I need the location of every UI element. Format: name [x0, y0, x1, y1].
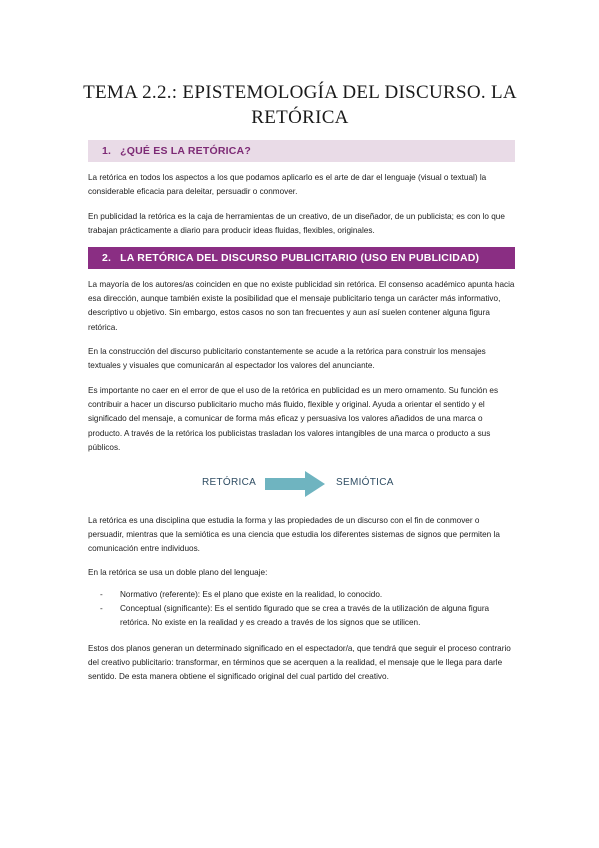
list-item-text: Normativo (referente): Es el plano que existe en la realidad, lo conocido. — [120, 590, 383, 599]
paragraph-1: La retórica en todos los aspectos a los que podamos aplicarlo es el arte de dar el lenguaje (visual o textual) la considerable eficacia para deleitar, persuadir o conmover. — [88, 173, 487, 197]
list-item-conceptual — [100, 602, 515, 630]
language-planes-list — [100, 588, 515, 631]
section-2-number: 2. — [102, 252, 112, 264]
section-1-number: 1. — [102, 145, 112, 157]
list-bullet: - — [100, 604, 103, 614]
paragraph-4: En la construcción del discurso publicitario constantemente se acude a la retórica para construir los mensajes textuales y visuales que comunicarán al espectador los valores del anunciante. — [88, 347, 486, 371]
section-1-title: ¿QUÉ ES LA RETÓRICA? — [120, 145, 251, 157]
document-title: TEMA 2.2.: EPISTEMOLOGÍA DEL DISCURSO. LA RETÓRICA — [83, 82, 517, 128]
list-item-text: Conceptual (significante): Es el sentido figurado que se crea a través de la utilización de alguna figura retórica. No existe en la realidad y es creado a través de los signos que se utilicen. — [120, 604, 490, 628]
diagram-left-label: RETÓRICA — [202, 477, 257, 488]
arrow-right-icon — [265, 471, 325, 497]
retorica-semiotica-diagram — [180, 468, 430, 502]
section-1-heading — [88, 140, 515, 162]
list-item-normativo — [100, 588, 515, 602]
paragraph-5: Es importante no caer en el error de que el uso de la retórica en publicidad es un mero ornamento. Su función es contribuir a hacer un discurso publicitario mucho más fluido, flexible y original. Ayuda a orientar el sentido y el significado del mensaje, a comunicar de forma más eficaz y persuasiva los valores añadidos de una marca o producto. A través de la retórica los publicistas trasladan los valores intangibles de una marca o producto a sus públicos. — [88, 386, 499, 452]
section-2-heading — [88, 247, 515, 269]
diagram-right-label: SEMIÓTICA — [336, 477, 394, 488]
paragraph-3: La mayoría de los autores/as coinciden en que no existe publicidad sin retórica. El consenso académico apunta hacia esa dirección, aunque también existe la posibilidad que el mensaje publicitario tenga un carácter más informativo, descriptivo u objetivo. Sin embargo, estos casos no son tan frecuentes y aun así suelen contener alguna figura retórica. — [88, 280, 515, 332]
paragraph-8: Estos dos planos generan un determinado significado en el espectador/a, que tendrá que seguir el proceso contrario del creativo publicitario: transformar, en términos que se acerquen a la realidad, el mensaje que le llega para darle sentido. De esta manera obtiene el significado original del cual partido del creativo. — [88, 644, 511, 682]
paragraph-7: En la retórica se usa un doble plano del lenguaje: — [88, 568, 268, 577]
paragraph-2: En publicidad la retórica es la caja de herramientas de un creativo, de un diseñador, de un publicista; es con lo que trabajan prácticamente a diario para producir ideas fluidas, flexibles, originales. — [88, 212, 505, 236]
list-bullet: - — [100, 590, 103, 599]
section-2-title: LA RETÓRICA DEL DISCURSO PUBLICITARIO (USO EN PUBLICIDAD) — [120, 252, 480, 264]
paragraph-6: La retórica es una disciplina que estudia la forma y las propiedades de un discurso con el fin de conmover o persuadir, mientras que la semiótica es una ciencia que estudia los diferentes sistemas de signos que permiten la comunicación entre individuos. — [88, 516, 500, 554]
